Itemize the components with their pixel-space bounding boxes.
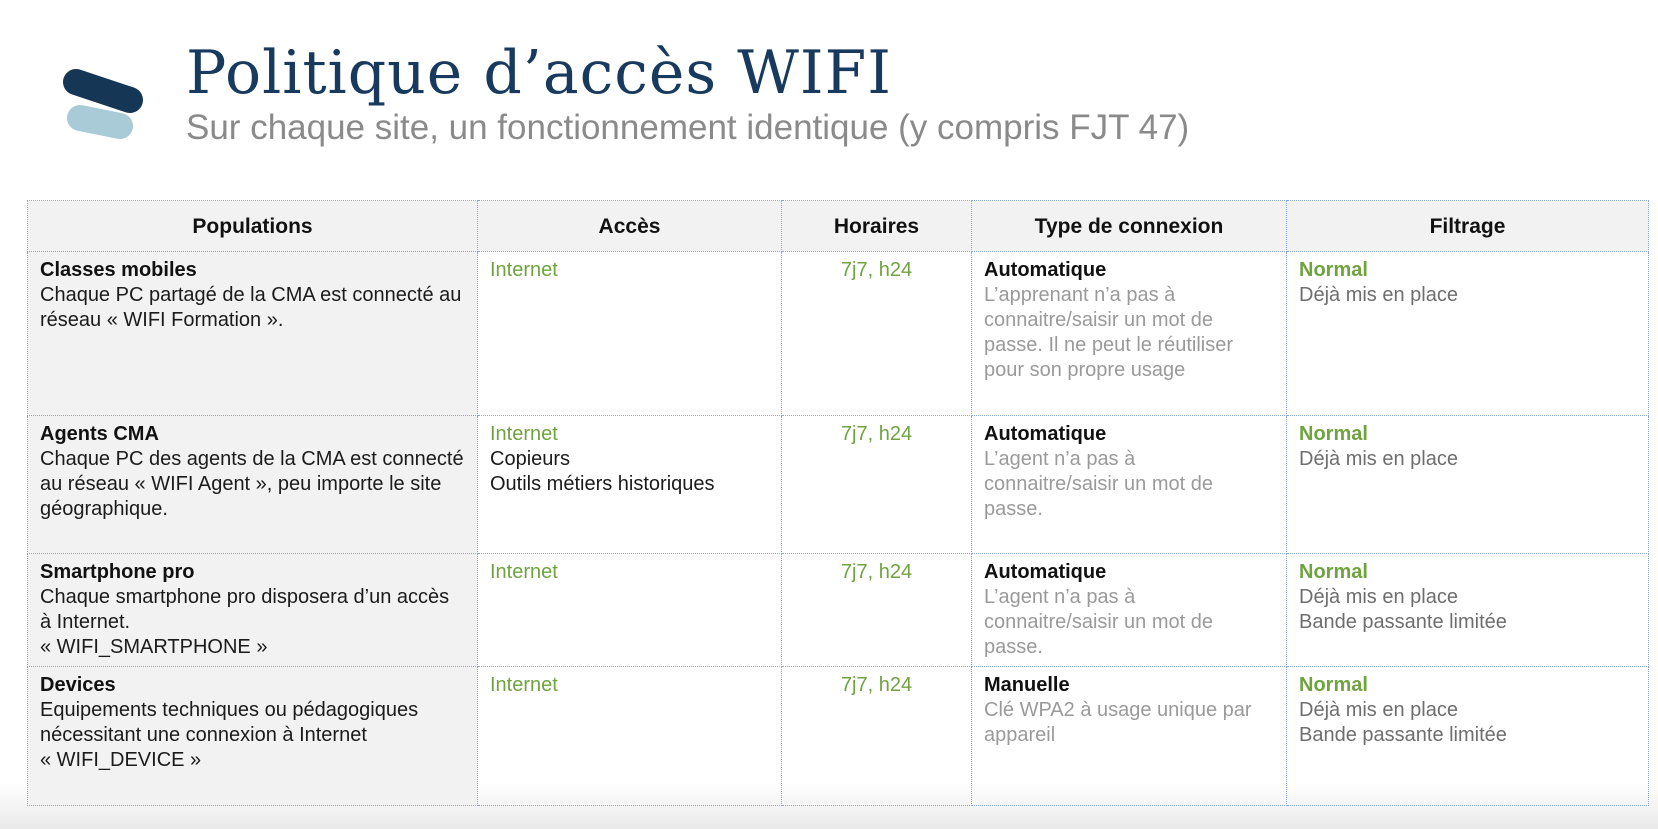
horaires-value: 7j7, h24 [840, 259, 913, 281]
cell-filtrage [1287, 416, 1649, 554]
table-row [28, 667, 1649, 806]
cell-filtrage [1287, 252, 1649, 416]
filtrage-level: Normal [1299, 674, 1368, 696]
filtrage-desc: Déjà mis en place [1299, 699, 1458, 721]
cell-population [28, 554, 478, 667]
cell-horaires [782, 252, 972, 416]
header-populations: Populations [28, 201, 478, 252]
filtrage-desc: Bande passante limitée [1299, 611, 1507, 633]
header-acces: Accès [478, 201, 782, 252]
population-title: Classes mobiles [40, 259, 197, 281]
filtrage-level: Normal [1299, 259, 1368, 281]
cell-acces [478, 554, 782, 667]
horaires-value: 7j7, h24 [840, 561, 913, 583]
logo-icon [60, 66, 150, 144]
population-title: Smartphone pro [40, 561, 195, 583]
header-filtrage: Filtrage [1287, 201, 1649, 252]
connexion-type: Automatique [984, 259, 1107, 281]
cell-acces [478, 416, 782, 554]
acces-other: Outils métiers historiques [490, 473, 715, 495]
table-row [28, 554, 1649, 667]
connexion-type: Manuelle [984, 674, 1070, 696]
page-subtitle: Sur chaque site, un fonctionnement identique (y compris FJT 47) [186, 108, 1190, 147]
cell-population [28, 667, 478, 806]
filtrage-desc: Déjà mis en place [1299, 586, 1458, 608]
connexion-desc: L’agent n’a pas à connaitre/saisir un mot de passe. [984, 586, 1214, 658]
horaires-value: 7j7, h24 [840, 423, 913, 445]
connexion-desc: L’agent n’a pas à connaitre/saisir un mot de passe. [984, 448, 1214, 520]
table-row [28, 252, 1649, 416]
connexion-desc: L’apprenant n’a pas à connaitre/saisir un mot de passe. Il ne peut le réutiliser pour son propre usage [984, 284, 1234, 381]
population-desc: Chaque PC partagé de la CMA est connecté au réseau « WIFI Formation ». [40, 284, 462, 331]
connexion-type: Automatique [984, 561, 1107, 583]
acces-internet: Internet [490, 259, 558, 281]
header-type-connexion: Type de connexion [972, 201, 1287, 252]
cell-population [28, 416, 478, 554]
acces-internet: Internet [490, 561, 558, 583]
horaires-value: 7j7, h24 [840, 674, 913, 696]
filtrage-desc: Déjà mis en place [1299, 284, 1458, 306]
cell-acces [478, 252, 782, 416]
filtrage-desc: Bande passante limitée [1299, 724, 1507, 746]
cell-connexion [972, 667, 1287, 806]
cell-connexion [972, 416, 1287, 554]
cell-population [28, 252, 478, 416]
header-horaires: Horaires [782, 201, 972, 252]
population-network: « WIFI_SMARTPHONE » [40, 636, 268, 658]
acces-other: Copieurs [490, 448, 571, 470]
connexion-desc: Clé WPA2 à usage unique par appareil [984, 699, 1252, 746]
population-network: « WIFI_DEVICE » [40, 749, 202, 771]
table-row [28, 416, 1649, 554]
cell-filtrage [1287, 667, 1649, 806]
population-desc: Equipements techniques ou pédagogiques nécessitant une connexion à Internet [40, 699, 419, 746]
cell-filtrage [1287, 554, 1649, 667]
cell-horaires [782, 667, 972, 806]
cell-connexion [972, 554, 1287, 667]
cell-acces [478, 667, 782, 806]
population-title: Devices [40, 674, 116, 696]
cell-horaires [782, 416, 972, 554]
acces-internet: Internet [490, 423, 558, 445]
population-desc: Chaque PC des agents de la CMA est connecté au réseau « WIFI Agent », peu importe le site géographique. [40, 448, 464, 520]
table-header-row [28, 201, 1649, 252]
wifi-policy-table [27, 200, 1649, 806]
filtrage-level: Normal [1299, 561, 1368, 583]
acces-internet: Internet [490, 674, 558, 696]
cell-connexion [972, 252, 1287, 416]
cell-horaires [782, 554, 972, 667]
population-title: Agents CMA [40, 423, 159, 445]
population-desc: Chaque smartphone pro disposera d’un accès à Internet. [40, 586, 450, 633]
filtrage-desc: Déjà mis en place [1299, 448, 1458, 470]
connexion-type: Automatique [984, 423, 1107, 445]
filtrage-level: Normal [1299, 423, 1368, 445]
page-title: Politique d’accès WIFI [186, 38, 892, 108]
